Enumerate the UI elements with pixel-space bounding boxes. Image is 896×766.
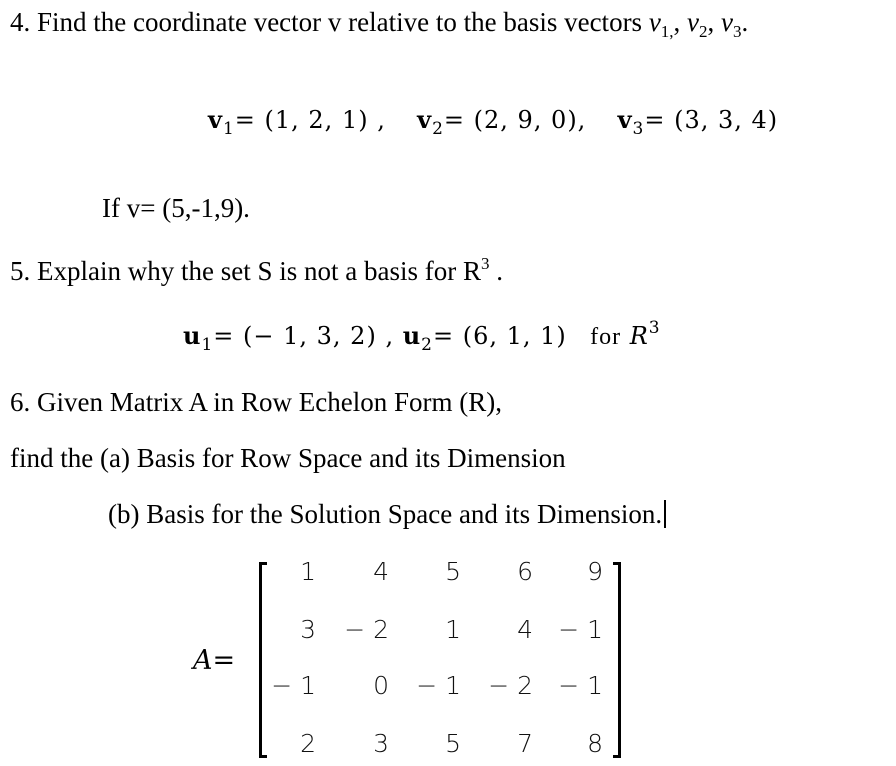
text-cursor xyxy=(664,500,666,528)
matrix-cell: − 2 xyxy=(488,671,533,700)
v3-symbol: v xyxy=(721,7,734,37)
r-superscript: 3 xyxy=(648,318,661,338)
matrix-label: A= xyxy=(193,645,236,676)
v1-subscript: 1, xyxy=(660,22,674,41)
v3-name: v xyxy=(617,105,633,134)
matrix-cell: − 1 xyxy=(271,671,316,700)
matrix-cell: − 1 xyxy=(558,671,603,700)
matrix-cell: 1 xyxy=(445,615,461,644)
u2-name: u xyxy=(402,321,422,350)
matrix-cell: 6 xyxy=(517,557,533,586)
matrix-cell: 3 xyxy=(300,615,316,644)
matrix-cell: 5 xyxy=(445,729,461,758)
matrix-cell: − 1 xyxy=(558,615,603,644)
v1-value: = (1, 2, 1) , xyxy=(234,106,386,134)
v2-symbol: v xyxy=(687,7,700,37)
v1-symbol: v xyxy=(648,7,661,37)
v3-subscript: 3 xyxy=(733,22,742,41)
v2-name: v xyxy=(417,105,433,134)
u2-sub: 2 xyxy=(421,335,433,355)
u2-value: = (6, 1, 1) xyxy=(433,322,567,350)
separator: , xyxy=(673,7,688,37)
q6-line1: 6. Given Matrix A in Row Echelon Form (R), xyxy=(10,387,502,417)
for-word: for xyxy=(590,324,622,350)
u1-name: u xyxy=(183,321,202,350)
matrix-cell: 5 xyxy=(445,557,461,586)
period: . xyxy=(741,7,749,37)
v1-sub: 1 xyxy=(222,119,235,139)
separator: , xyxy=(707,7,722,37)
r-symbol: R xyxy=(629,322,649,350)
matrix-cell: 1 xyxy=(300,557,316,586)
matrix-cell: 2 xyxy=(300,729,316,758)
v2-subscript: 2 xyxy=(699,22,708,41)
set-s-equation xyxy=(183,312,661,361)
matrix-cell: 9 xyxy=(587,557,603,586)
v3-sub: 3 xyxy=(632,119,645,139)
v3-value: = (3, 3, 4) xyxy=(644,106,779,134)
q6-line2: find the (a) Basis for Row Space and its Dimension xyxy=(10,443,566,473)
basis-vectors-equation xyxy=(208,104,778,145)
q4-intro: 4. Find the coordinate vector v relative to the basis vectors xyxy=(10,7,649,37)
u1-value: = (− 1, 3, 2) , xyxy=(213,322,395,350)
q5-superscript: 3 xyxy=(480,254,490,273)
matrix-cell: 3 xyxy=(373,729,389,758)
u1-sub: 1 xyxy=(201,335,214,355)
matrix-cell: 4 xyxy=(517,615,533,644)
q5-text: 5. Explain why the set S is not a basis for R xyxy=(10,256,481,286)
matrix-cell: 4 xyxy=(373,557,389,586)
q6-line3 xyxy=(108,498,666,530)
q6-line3-text: (b) Basis for the Solution Space and its Dimension. xyxy=(108,499,663,529)
q4-title xyxy=(10,6,748,48)
matrix-cell: 8 xyxy=(587,729,603,758)
matrix-cell: 0 xyxy=(373,671,389,700)
matrix-right-bracket xyxy=(613,562,621,758)
given-v: If v= (5,-1,9). xyxy=(102,193,250,223)
v2-sub: 2 xyxy=(432,119,444,139)
v1-name: v xyxy=(208,105,223,134)
v2-value: = (2, 9, 0), xyxy=(443,106,587,134)
matrix-cell: 7 xyxy=(517,729,533,758)
q5-end: . xyxy=(489,256,503,286)
matrix-cell: − 1 xyxy=(416,671,461,700)
matrix-cell: − 2 xyxy=(344,615,389,644)
q5-title xyxy=(10,248,503,287)
